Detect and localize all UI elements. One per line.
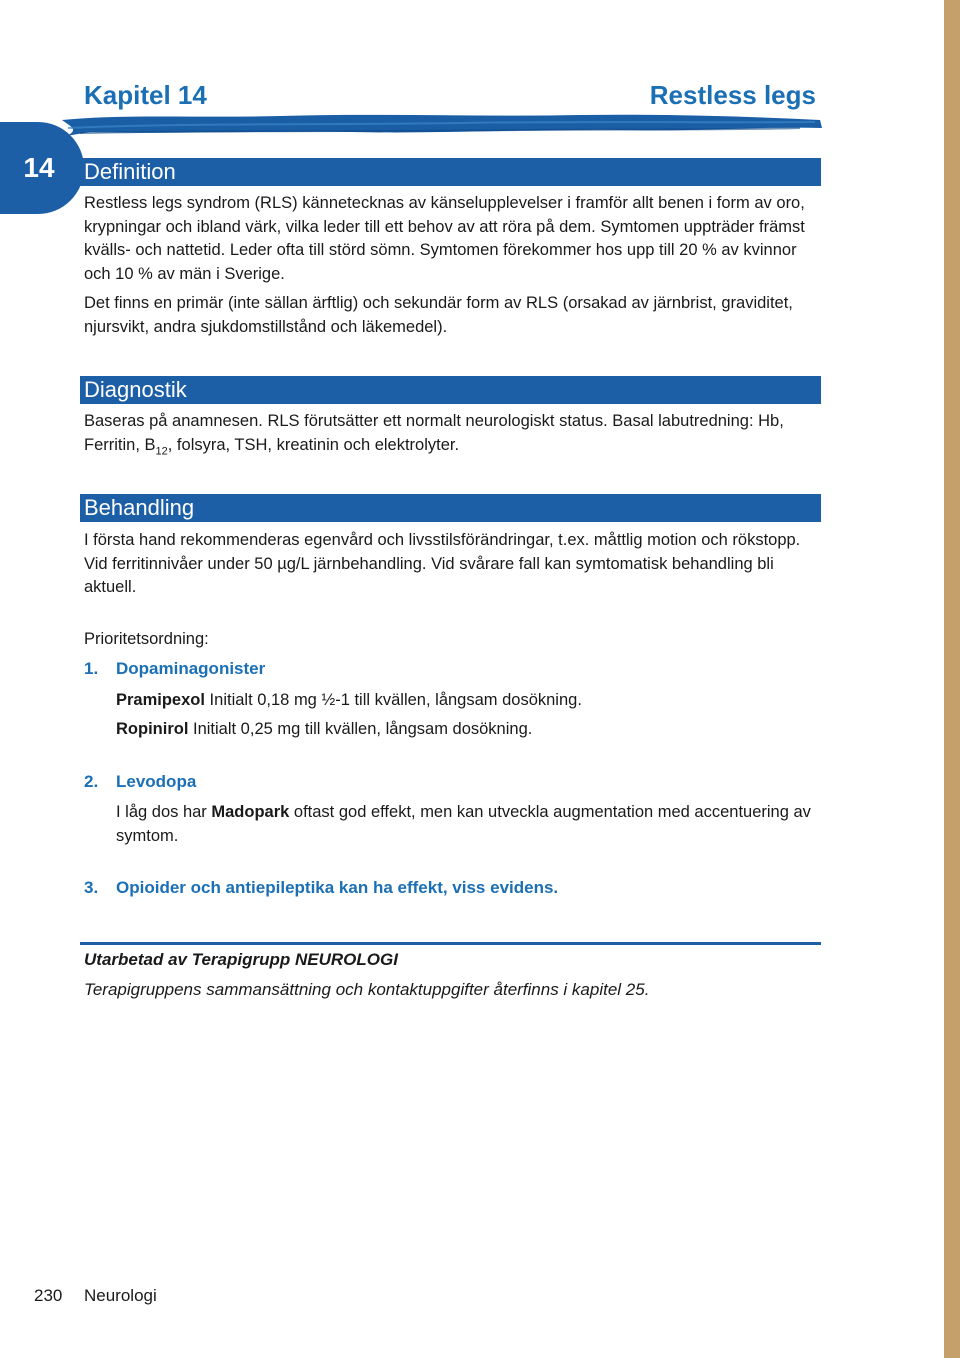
priority-number-1: 1. <box>84 659 99 678</box>
subscript-12: 12 <box>155 444 168 457</box>
footer-section-label: Neurologi <box>84 1286 157 1305</box>
priority-label: Prioritetsordning: <box>84 630 209 648</box>
drug-line-ropinirol: Ropinirol Initialt 0,25 mg till kvällen, långsam dosökning. <box>116 720 533 738</box>
definition-paragraph-2: Det finns en primär (inte sällan ärftlig) och sekundär form av RLS (orsakad av järnbrist, graviditet, njursvikt, andra sjukdomstillstånd och läkemedel). <box>84 294 793 336</box>
brush-stroke-decoration <box>60 108 825 140</box>
section-heading-diagnostik: Diagnostik <box>80 376 821 404</box>
page-edge-bar <box>944 0 960 1358</box>
definition-paragraph-1: Restless legs syndrom (RLS) kännetecknas av känselupplevelser i framför allt benen i form av oro, krypningar och ibland värk, vilka leder till ett behov av att röra på dem. Symtomen uppträder främst kvälls- och nattetid. Leder ofta till störd sömn. Symtomen förekommer hos upp till 20 % av kvinnor och 10 % av män i Sverige. <box>84 194 805 283</box>
section-heading-behandling: Behandling <box>80 494 821 522</box>
chapter-title: Restless legs <box>649 80 816 110</box>
priority-title-dopaminagonister: Dopaminagonister <box>116 659 266 678</box>
levodopa-paragraph: I låg dos har Madopark oftast god effekt, men kan utveckla augmentation med accentuering av symtom. <box>116 803 811 845</box>
behandling-paragraph: I första hand rekommenderas egenvård och livsstilsförändringar, t.ex. måttlig motion och rökstopp. Vid ferritinnivåer under 50 µg/L järnbehandling. Vid svårare fall kan symtomatisk behandling bli aktuell. <box>84 531 801 596</box>
priority-number-3: 3. <box>84 878 99 897</box>
priority-title-opioider: Opioider och antiepileptika kan ha effekt, viss evidens. <box>116 878 559 897</box>
credits-reference-line: Terapigruppens sammansättning och kontaktuppgifter återfinns i kapitel 25. <box>84 980 650 999</box>
page-number: 230 <box>34 1286 63 1305</box>
credits-divider <box>80 942 821 945</box>
drug-line-pramipexol: Pramipexol Initialt 0,18 mg ½-1 till kvällen, långsam dosökning. <box>116 691 582 709</box>
chapter-label: Kapitel 14 <box>84 80 207 110</box>
priority-number-2: 2. <box>84 772 99 791</box>
chapter-tab-number: 14 <box>23 152 55 183</box>
credits-author-line: Utarbetad av Terapigrupp NEUROLOGI <box>84 950 398 969</box>
diagnostik-paragraph: Baseras på anamnesen. RLS förutsätter ett normalt neurologiskt status. Basal labutredning: Hb, Ferritin, $B_{12}$, folsyra, TSH, kreatinin och elektrolyter. <box>84 412 784 457</box>
priority-title-levodopa: Levodopa <box>116 772 197 791</box>
section-heading-definition: Definition <box>80 158 821 186</box>
